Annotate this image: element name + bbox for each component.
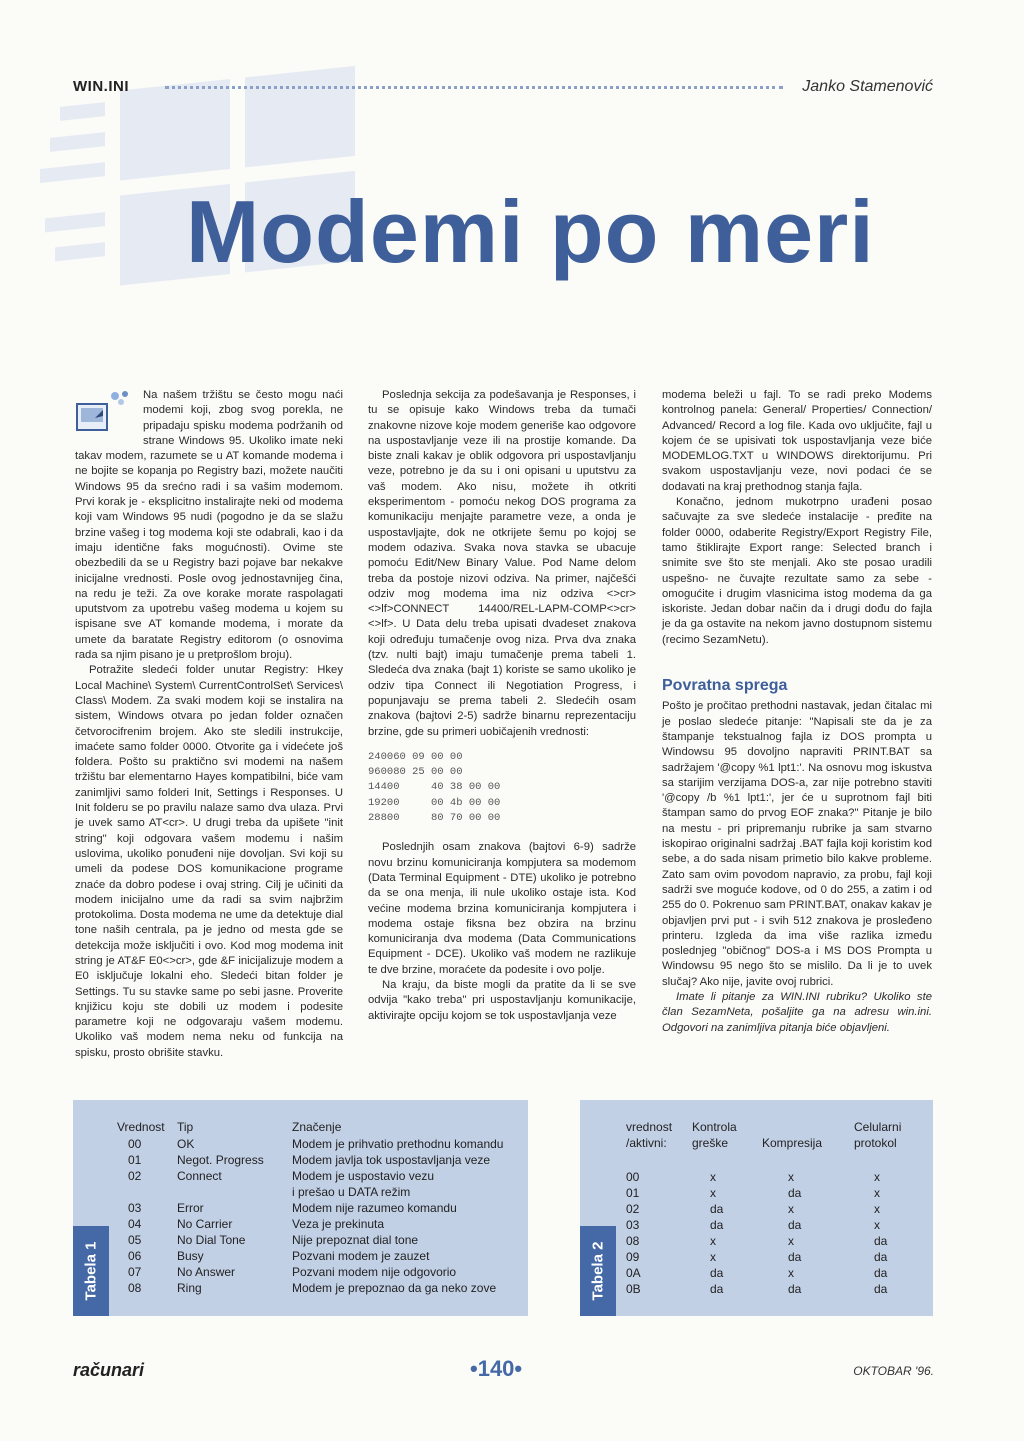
column-1	[75, 388, 343, 1061]
table-cell: Busy	[177, 1249, 204, 1263]
table-cell: No Dial Tone	[177, 1233, 246, 1247]
code-line: 240060 09 00 00	[368, 750, 463, 763]
code-block	[368, 750, 636, 826]
code-line: 14400 40 38 00 00	[368, 781, 501, 794]
table-cell: da	[788, 1250, 802, 1264]
table-cell: x	[788, 1234, 794, 1248]
table-cell: 03	[626, 1218, 640, 1232]
table-cell: OK	[177, 1137, 195, 1151]
paragraph: Poslednja sekcija za podešavanja je Responses, i tu se opisuje kako Windows treba da tumači znakovne nizove koje modem generiše kao odgovore na uspostavljanje veze ili na prostije komande. Da biste znali kakav je oblik odgovora pri uspostavljanju veze, potrebno je da su i oni opisani u uputstvu za vaš modem. Ako nisu, možete ih otkriti eksperimentom - pomoću nekog DOS programa za komunikaciju menjajte parametre veze, a onda je uspostavljajte, dok ne otkrijete šemu po kojoj se modem odaziva. Svaka nova stavka se ubacuje pomoću Edit/New Binary Value. Pod Name delom treba da postoje nizovi odziva. Na primer, najčešći odziv mog modema ima niz odziva <>cr><>lf>CONNECT 14400/REL-LAPM-COMP<>cr><>lf>. U Data delu treba upisati dvadeset znakova koji određuju tumačenje ovog niza. Prva dva znaka (tzv. nulti bajt) imaju tumačenje prema tabeli 1. Sledeća dva znaka (bajt 1) koriste se samo ukoliko je odziv tipa Connect ili Negotiation Progress, i popunjavaju se prema tabeli 2. Sledećih osam znakova (bajtovi 2-5) sadrže binarnu reprezentaciju brzine, gde su primeri uobičajenih vrednosti:	[368, 389, 636, 738]
subheading: Povratna sprega	[662, 677, 788, 695]
table-header: Tip	[177, 1120, 194, 1134]
code-line: 960080 25 00 00	[368, 766, 463, 779]
paragraph: Poslednjih osam znakova (bajtovi 6-9) sadrže novu brzinu komuniciranja kompjutera sa modemom (Data Terminal Equipment - DTE) ukoliko je potrebno da se ona menja, ili nule ukoliko ostaje ista. Kod većine modema brzina komuniciranja kompjutera i modema ostaje fiksna bez obzira na brzinu komuniciranja dva modema (Data Communications Equipment - DCE). Ukoliko vaš modem ne razlikuje te dve brzine, moraćete da podesite i ovo polje.	[368, 841, 636, 976]
table-cell: 05	[128, 1233, 142, 1247]
code-line: 19200 00 4b 00 00	[368, 796, 501, 809]
table-header: Kontrola greške	[692, 1120, 737, 1150]
table-2-label: Tabela 2	[580, 1226, 616, 1316]
table-cell: 09	[626, 1250, 640, 1264]
table-cell: Connect	[177, 1169, 222, 1183]
column-2	[368, 388, 636, 1024]
modem-icon	[75, 388, 137, 434]
table-cell: x	[788, 1170, 794, 1184]
table-cell: 02	[626, 1202, 640, 1216]
paragraph: Na kraju, da biste mogli da pratite da li se sve odvija "kako treba" pri uspostavljanju komunikacije, aktivirajte opciju kojom se tok uspostavljanja veze	[368, 978, 636, 1022]
table-header: Vrednost	[117, 1120, 165, 1134]
table-cell: 00	[626, 1170, 640, 1184]
table-cell: Modem nije razumeo komandu	[292, 1201, 457, 1215]
reader-note: Imate li pitanje za WIN.INI rubriku? Ukoliko ste član SezamNeta, pošaljite ga na adresu win.ini. Odgovori na zanimljiva pitanja biće objavljeni.	[662, 990, 932, 1034]
table-header: Značenje	[292, 1120, 342, 1134]
table-cell: x	[874, 1218, 880, 1232]
table-cell: i prešao u DATA režim	[292, 1185, 411, 1199]
table-cell: 01	[128, 1153, 142, 1167]
table-cell: x	[710, 1234, 716, 1248]
table-cell: No Answer	[177, 1265, 236, 1279]
table-cell: 08	[626, 1234, 640, 1248]
paragraph: Konačno, jednom mukotrpno urađeni posao sačuvajte za sve sledeće instalacije - pređite na folder 0000, odaberite Registry/Export Registry File, tamo štiklirajte Export range: Selected branch i snimite sve što ste menjali. Ako ste posao uradili uspešno- ne čuvajte rezultate samo za sebe - omogućite i drugim vlasnicima istog modema da ga iskoriste. Jedan dobar način da i drugi dođu do fajla je da ga ostavite na nekom javno dostupnom sistemu (recimo SezamNetu).	[662, 496, 932, 646]
table-cell: Modem javlja tok uspostavljanja veze	[292, 1153, 491, 1167]
table-cell: 07	[128, 1265, 142, 1279]
table-cell: 0A	[626, 1266, 641, 1280]
table-header: Kompresija	[762, 1135, 823, 1150]
table-cell: 0B	[626, 1282, 641, 1296]
magazine-name: računari	[73, 1360, 145, 1380]
page-header	[73, 78, 933, 100]
table-cell: Nije prepoznat dial tone	[292, 1233, 419, 1247]
table-cell: Ring	[177, 1281, 202, 1295]
table-1	[73, 1100, 528, 1316]
table-2	[580, 1100, 933, 1316]
table-cell: 02	[128, 1169, 142, 1183]
paragraph: Na našem tržištu se često mogu naći modemi koji, zbog svog porekla, ne pripadaju spisku modema podržanih od strane Windows 95. Ukoliko imate neki takav modem, razumete se u AT komande modema i ne bojite se kopanja po Registry bazi, možete naučiti Windows 95 da srećno radi i sa vašim modemom. Prvi korak je - eksplicitno instalirajte neki od modema koji vam Windows 95 nudi (pogodno je da se slažu brzine vašeg i tog modema koji ste odabrali, kao i da imaju identične faks mogućnosti). Ovime ste obezbedili da se u Registry bazi pojave bar nekakve inicijalne vrednosti. Posle ovog jednostavnijeg čina, na redu je teži. Za ove korake morate raspolagati uputstvom za upotrebu vašeg modema u kojem su ispisane sve AT komande modema, i morate da umete da baratate Registry editorom (o osnovima rada sa njim pisano je u pretprošlom broju).	[75, 389, 343, 662]
paragraph: Potražite sledeći folder unutar Registry: Hkey Local Machine\ System\ CurrentControlSet\ Services\ Class\ Modem. Za svaki modem koji se instalira na sistem, Windows otvara po jedan folder označen četvorocifrenim brojem. Ako ste sledili instrukcije, imaćete samo folder 0000. Otvorite ga i videćete još foldera. Pošto su praktično svi modemi na našem tržištu bar elementarno Hayes kompatibilni, biće vam zanimljivi samo folderi Init, Settings i Responses. U Init folderu se po pravilu nalaze samo dva ulaza. Prvi je uvek samo AT<cr>. U drugi treba da upišete "init string" koji odgovara vašem modemu i našim uslovima, ukoliko ponuđeni nije dovoljan. Svi koji su umeli da podese DOS komunikacione programe znaće da dobro podese i ovaj string. Cilj je učiniti da modem inicijalno ume da radi sa svim najbržim protokolima. Dosta modema ne ume da detektuje dial tone naših centrala, pa je jedno od mesta gde se detekcija može isključiti i ovo. Kod mog modema init string je AT&F E0<>cr>, gde &F inicijalizuje modem a E0 isključuje lokalni eho. Sledeći bitan folder je Settings. Tu su stavke same po sebi jasne. Proverite knjižicu koju ste dobili uz modem i podesite parametre koji ne odgovaraju vašem modemu. Ukoliko vaš modem nema neku od funkcija na spisku, prosto obrišite stavku.	[75, 664, 343, 1059]
table-header: vrednost /aktivni:	[626, 1120, 673, 1150]
table-cell: 06	[128, 1249, 142, 1263]
table-cell: x	[710, 1250, 716, 1264]
table-cell: x	[788, 1202, 794, 1216]
table-cell: Pozvani modem je zauzet	[292, 1249, 430, 1263]
code-line: 28800 80 70 00 00	[368, 812, 501, 825]
paragraph: Pošto je pročitao prethodni nastavak, jedan čitalac mi je poslao sledeće pitanje: "Napisali ste da je za štampanje tekstualnog fajla iz DOS prompta u Windowsu 95 dovoljno napraviti PRINT.BAT sa sadržajem '@copy %1 lpt1:'. Na osnovu mog iskustva sa starijim verzijama DOS-a, zar nije potrebno staviti '@copy /b %1 lpt1:', jer će u suprotnom fajl biti štampan samo do prvog EOF znaka?" Pitanje je bilo na mestu - pri pripremanju rubrike ja sam stvarno iskopirao originalni sadržaj .BAT fajla koji koristim kod sebe, a do sada nisam primetio bilo kakve probleme. Zato sam ovim povodom napravio, za probu, fajl koji sadrži sve moguće kodove, od 0 do 255, a zatim i od 255 do 0. Pokrenuo sam PRINT.BAT, onakav kakav je objavljen prvi put - i svih 512 znakova je prosleđeno printeru. Izgleda da ima više razlika između poslednjeg "običnog" DOS-a i MS DOS Prompta u Windowsu 95 nego što se mislilo. Da li je to uvek slučaj? Ako nije, javite ovoj rubrici.	[662, 700, 932, 988]
table-cell: Modem je prihvatio prethodnu komandu	[292, 1137, 504, 1151]
article-title: Modemi po meri	[186, 182, 875, 281]
table-cell: da	[710, 1218, 724, 1232]
table-cell: da	[788, 1218, 802, 1232]
table-cell: Error	[177, 1201, 204, 1215]
table-cell: x	[874, 1170, 880, 1184]
table-cell: da	[874, 1266, 888, 1280]
table-cell: Modem je uspostavio vezu	[292, 1169, 435, 1183]
table-cell: da	[710, 1266, 724, 1280]
table-cell: da	[874, 1234, 888, 1248]
table-cell: x	[788, 1266, 794, 1280]
table-header: Celularni protokol	[854, 1120, 902, 1150]
table-cell: Modem je prepoznao da ga neko zove	[292, 1281, 497, 1295]
table-cell: x	[710, 1186, 716, 1200]
issue-date: OKTOBAR '96.	[853, 1364, 934, 1378]
table-cell: x	[710, 1170, 716, 1184]
header-dotted-rule	[165, 86, 783, 89]
table-cell: 03	[128, 1201, 142, 1215]
author-name: Janko Stamenović	[802, 78, 933, 95]
table-cell: da	[788, 1186, 802, 1200]
table-cell: da	[874, 1282, 888, 1296]
table-cell: da	[788, 1282, 802, 1296]
paragraph: modema beleži u fajl. To se radi preko Modems kontrolnog panela: General/ Properties/ Connection/ Advanced/ Record a log file. Kada ovo uključite, fajl u kojem će se upisivati tok uspostavljanja veze biće MODEMLOG.TXT u WINDOWS direktorijumu. Pri svakom uspostavljanju veze, novi podaci će se dodavati na kraj prethodnog stanja fajla.	[662, 389, 932, 493]
table-cell: No Carrier	[177, 1217, 233, 1231]
table-cell: Veza je prekinuta	[292, 1217, 385, 1231]
table-cell: 04	[128, 1217, 142, 1231]
page-number: •140•	[470, 1356, 523, 1381]
table-cell: Negot. Progress	[177, 1153, 264, 1167]
table-cell: x	[874, 1186, 880, 1200]
table-cell: 01	[626, 1186, 640, 1200]
column-3	[662, 388, 932, 1036]
table-cell: 00	[128, 1137, 142, 1151]
section-title: WIN.INI	[73, 78, 129, 95]
table-cell: da	[710, 1202, 724, 1216]
table-cell: da	[874, 1250, 888, 1264]
table-cell: da	[710, 1282, 724, 1296]
table-cell: 08	[128, 1281, 142, 1295]
table-1-label: Tabela 1	[73, 1226, 109, 1316]
table-cell: Pozvani modem nije odgovorio	[292, 1265, 457, 1279]
table-cell: x	[874, 1202, 880, 1216]
